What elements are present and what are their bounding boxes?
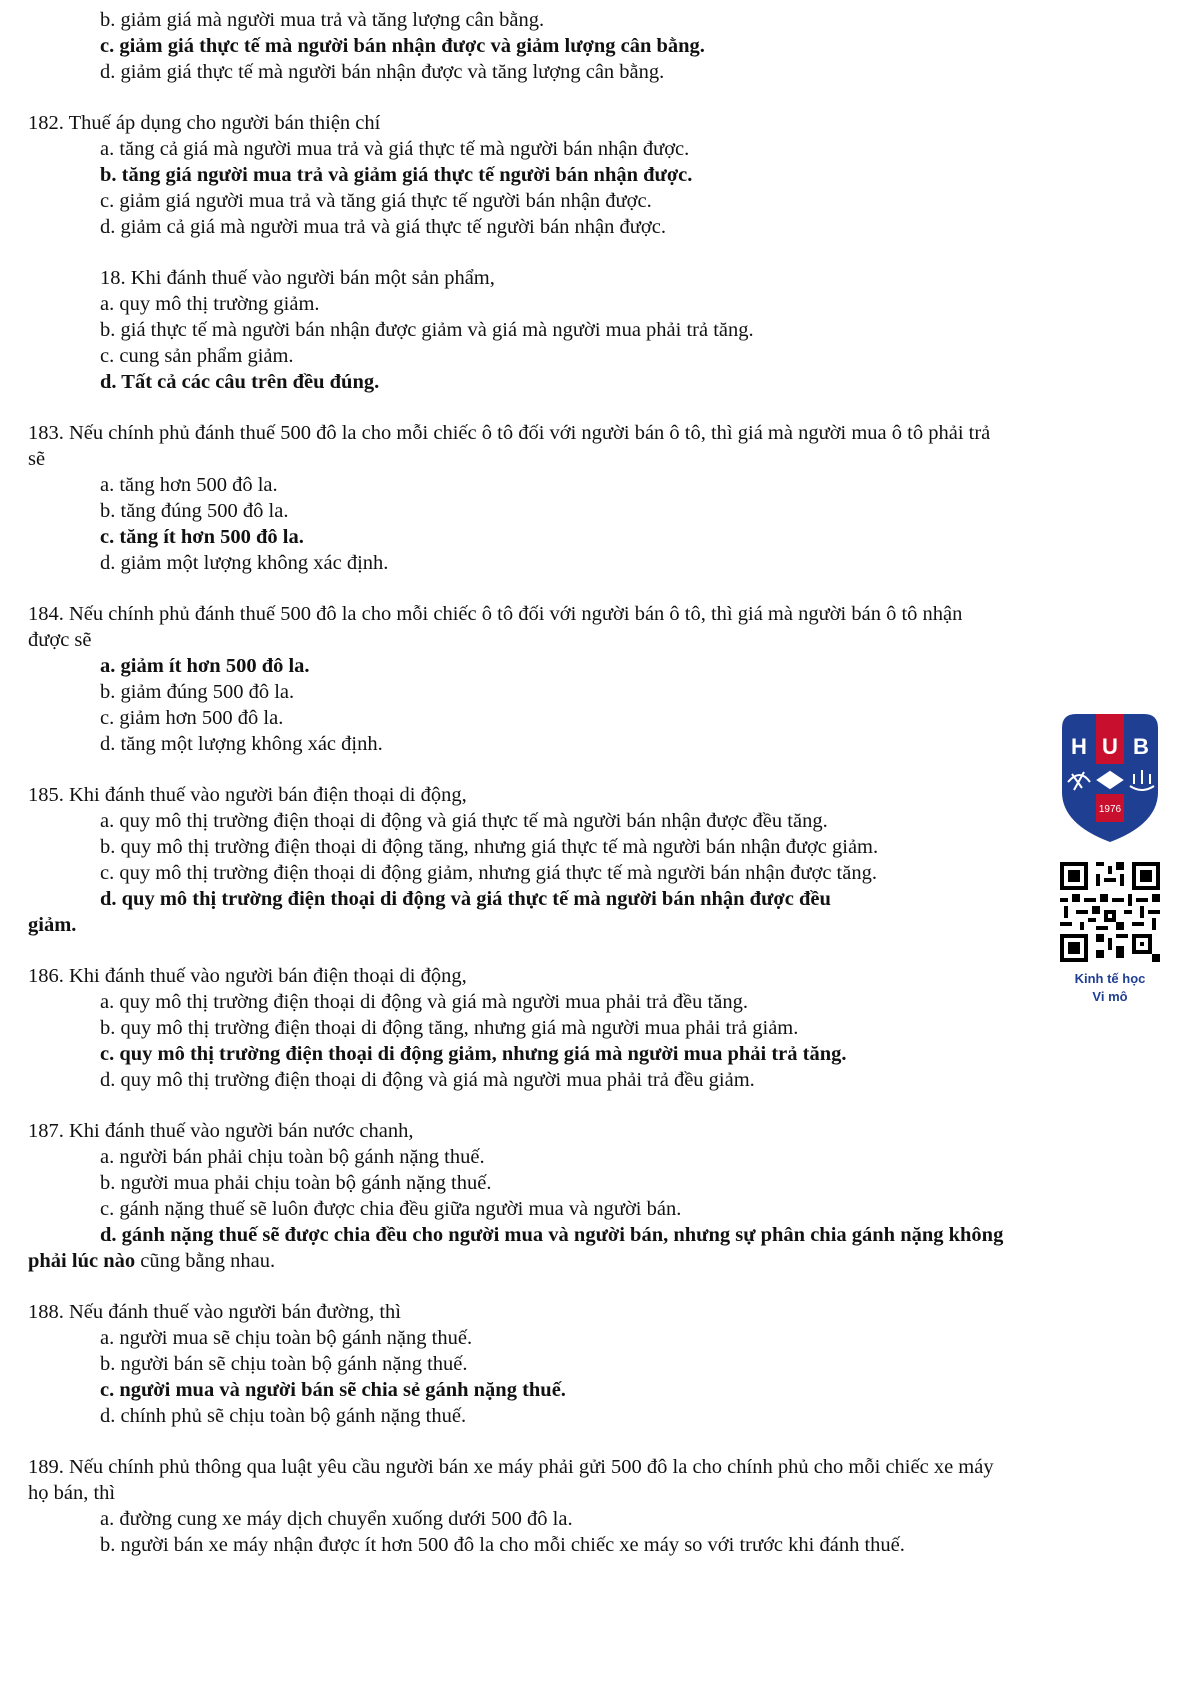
option-d-answer: d. gánh nặng thuế sẽ được chia đều cho người mua và người bán, nhưng sự phân chia gánh nặng không [100,1224,1004,1246]
option-c-answer: c. giảm giá thực tế mà người bán nhận được và giảm lượng cân bằng. [100,35,705,57]
question-189: 189. Nếu chính phủ thông qua luật yêu cầu người bán xe máy phải gửi 500 đô la cho chính phủ cho mỗi chiếc xe máy [28,1456,994,1478]
qr-code-icon [1060,862,1160,962]
option-b: b. người bán xe máy nhận được ít hơn 500 đô la cho mỗi chiếc xe máy so với trước khi đánh thuế. [100,1534,905,1556]
question-183-cont: sẽ [28,448,46,470]
question-182: 182. Thuế áp dụng cho người bán thiện chí [28,112,381,134]
option-b-answer: b. tăng giá người mua trả và giảm giá thực tế người bán nhận được. [100,164,693,186]
option-d: d. giảm cả giá mà người mua trả và giá thực tế người bán nhận được. [100,216,666,238]
question-184-cont: được sẽ [28,629,92,651]
option-c: c. gánh nặng thuế sẽ luôn được chia đều giữa người mua và người bán. [100,1198,682,1220]
option-d-answer-cont: giảm. [28,914,77,936]
hub-logo [1060,712,1160,844]
option-d: d. chính phủ sẽ chịu toàn bộ gánh nặng thuế. [100,1405,467,1427]
option-a: a. tăng hơn 500 đô la. [100,474,278,496]
option-c: c. giảm giá người mua trả và tăng giá thực tế người bán nhận được. [100,190,652,212]
logo-letter-h: H [1071,734,1087,759]
question-187: 187. Khi đánh thuế vào người bán nước chanh, [28,1120,414,1142]
logo-letter-b: B [1133,734,1149,759]
option-a-answer: a. giảm ít hơn 500 đô la. [100,655,310,677]
option-a: a. tăng cả giá mà người mua trả và giá thực tế mà người bán nhận được. [100,138,690,160]
option-a: a. người bán phải chịu toàn bộ gánh nặng thuế. [100,1146,485,1168]
plain-fragment: cũng bằng nhau. [135,1250,276,1272]
option-c-answer: c. tăng ít hơn 500 đô la. [100,526,304,548]
course-caption [1044,970,1176,1006]
option-b: b. tăng đúng 500 đô la. [100,500,289,522]
question-183: 183. Nếu chính phủ đánh thuế 500 đô la cho mỗi chiếc ô tô đối với người bán ô tô, thì giá mà người mua ô tô phải trả [28,422,991,444]
logo-letter-u: U [1102,734,1118,759]
option-d-answer-cont [28,1248,275,1274]
question-188: 188. Nếu đánh thuế vào người bán đường, thì [28,1301,401,1323]
option-b: b. giảm giá mà người mua trả và tăng lượng cân bằng. [100,9,545,31]
option-a: a. đường cung xe máy dịch chuyển xuống dưới 500 đô la. [100,1508,573,1530]
option-a: a. quy mô thị trường điện thoại di động và giá mà người mua phải trả đều tăng. [100,991,748,1013]
option-c-answer: c. người mua và người bán sẽ chia sẻ gánh nặng thuế. [100,1379,566,1401]
question-18: 18. Khi đánh thuế vào người bán một sản phẩm, [100,267,495,289]
question-185: 185. Khi đánh thuế vào người bán điện thoại di động, [28,784,467,806]
bold-fragment: phải lúc nào [28,1250,136,1272]
option-d: d. giảm giá thực tế mà người bán nhận được và tăng lượng cân bằng. [100,61,665,83]
option-d: d. quy mô thị trường điện thoại di động và giá mà người mua phải trả đều giảm. [100,1069,755,1091]
option-b: b. giá thực tế mà người bán nhận được giảm và giá mà người mua phải trả tăng. [100,319,754,341]
option-b: b. người mua phải chịu toàn bộ gánh nặng thuế. [100,1172,492,1194]
option-d: d. tăng một lượng không xác định. [100,733,383,755]
option-d: d. giảm một lượng không xác định. [100,552,389,574]
option-c: c. giảm hơn 500 đô la. [100,707,284,729]
option-a: a. quy mô thị trường điện thoại di động và giá thực tế mà người bán nhận được đều tăng. [100,810,828,832]
option-a: a. người mua sẽ chịu toàn bộ gánh nặng thuế. [100,1327,473,1349]
option-b: b. quy mô thị trường điện thoại di động tăng, nhưng giá thực tế mà người bán nhận được giảm. [100,836,879,858]
course-caption-line2: Vi mô [1092,989,1128,1004]
option-a: a. quy mô thị trường giảm. [100,293,320,315]
logo-year: 1976 [1098,804,1122,815]
option-c-answer: c. quy mô thị trường điện thoại di động giảm, nhưng giá mà người mua phải trả tăng. [100,1043,847,1065]
question-186: 186. Khi đánh thuế vào người bán điện thoại di động, [28,965,467,987]
option-d-answer: d. quy mô thị trường điện thoại di động và giá thực tế mà người bán nhận được đều [100,888,831,910]
option-c: c. quy mô thị trường điện thoại di động giảm, nhưng giá thực tế mà người bán nhận được tăng. [100,862,877,884]
option-b: b. quy mô thị trường điện thoại di động tăng, nhưng giá mà người mua phải trả giảm. [100,1017,799,1039]
option-b: b. giảm đúng 500 đô la. [100,681,295,703]
option-b: b. người bán sẽ chịu toàn bộ gánh nặng thuế. [100,1353,468,1375]
question-189-cont: họ bán, thì [28,1482,116,1504]
option-d-answer: d. Tất cả các câu trên đều đúng. [100,371,380,393]
course-caption-line1: Kinh tế học [1074,971,1146,986]
question-184: 184. Nếu chính phủ đánh thuế 500 đô la cho mỗi chiếc ô tô đối với người bán ô tô, thì giá mà người bán ô tô nhận [28,603,963,625]
option-c: c. cung sản phẩm giảm. [100,345,294,367]
